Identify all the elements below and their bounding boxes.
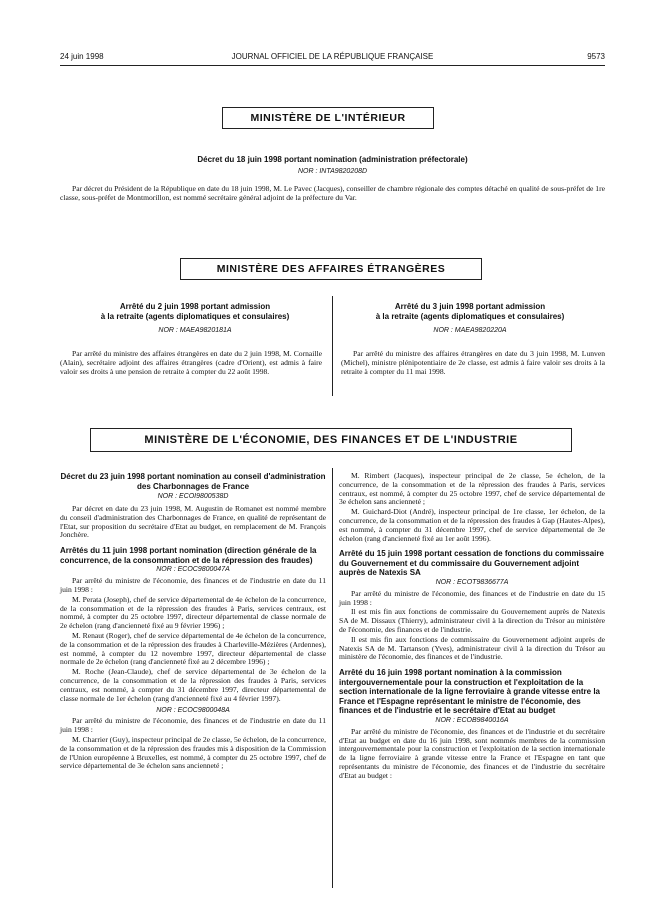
decree-interieur-nor: NOR : INTA9820208D [297, 168, 368, 175]
arrete-affaires-right-text: Par arrêté du ministre des affaires étrangères en date du 3 juin 1998, M. Lunven (Michel), ministre plénipotentiaire de 2e classe, est admis à faire valoir ses droits à la retraite à compter du 11 mai 1998. [341, 349, 605, 376]
ministry-economie-box [90, 428, 572, 452]
natexis-para-1: Par arrêté du ministre de l'économie, des finances et de l'industrie en date du 15 juin 1998 : [339, 588, 605, 607]
arrete-affaires-left-nor: NOR : MAEA9820181A [158, 327, 232, 334]
arrete-affaires-left-title: Arrêté du 2 juin 1998 portant admission à la retraite (agents diplomatiques et consulaires) [100, 302, 290, 321]
concurrence-para-rimbert: M. Rimbert (Jacques), inspecteur principal de 2e classe, 5e échelon, de la concurrence, de la consommation et de la répression des fraudes à Paris, services centraux, est nommé, à compter du 25 octobre 1997, chef de service départemental de 3e échelon sans ancienneté ; [339, 471, 605, 507]
concurrence-para-roche: M. Roche (Jean-Claude), chef de service départemental de 3e échelon de la concurrence, de la consommation et de la répression des fraudes à Paris, services centraux, est nommé, à compter du 31 décembre 1997, directeur départemental de classe normale de 1er échelon (rang d'ancienneté fixé au 4 février 1997). [60, 667, 326, 703]
ferroviaire-para-1: Par arrêté du ministre de l'économie, des finances et de l'industrie et du secrétaire d'Etat au budget en date du 16 juin 1998, sont nommés membres de la commission intergouvernementale pour la construction et l'exploitation de la section internationale de la ligne ferroviaire à grande vitesse entre la France et l'Espagne en tant que représentants du ministre de l'économie, des finances et de l'industrie du secrétaire d'Etat au budget : [339, 726, 605, 780]
arrete-natexis-title: Arrêté du 15 juin 1998 portant cessation de fonctions du commissaire du Gouvernement et du commissaire du Gouvernement adjoint auprès de Natexis SA [339, 549, 604, 578]
arrete-ferroviaire-nor: NOR : ECOB9840016A [435, 716, 509, 724]
concurrence-para-1: Par arrêté du ministre de l'économie, des finances et de l'industrie en date du 11 juin 1998 : [60, 576, 326, 594]
decree-charbonnages-nor: NOR : ECOI9800538D [157, 493, 229, 500]
decree-charbonnages-title: Décret du 23 juin 1998 portant nomination au conseil d'administration des Charbonnages de France [60, 472, 326, 491]
decree-interieur-title: Décret du 18 juin 1998 portant nomination (administration préfectorale) [197, 155, 468, 164]
arretes-concurrence-nor-1: NOR : ECOC9800047A [156, 566, 230, 574]
concurrence-para-5: Par arrêté du ministre de l'économie, des finances et de l'industrie en date du 11 juin 1998 : [60, 716, 326, 735]
arrete-affaires-left-text: Par arrêté du ministre des affaires étrangères en date du 2 juin 1998, M. Cornaille (Alain), secrétaire adjoint des affaires étrangères (cadre d'Orient), est admis à faire valoir ses droits à une pension de retraite à compter du 22 août 1998. [60, 349, 322, 376]
header-date: 24 juin 1998 [60, 52, 104, 61]
natexis-para-dissaux: Il est mis fin aux fonctions de commissaire du Gouvernement auprès de Natexis SA de M. Dissaux (Thierry), administrateur civil à la direction du Trésor au ministère de l'économie, des finances et de l'industrie. [339, 607, 605, 635]
concurrence-para-charrier: M. Charrier (Guy), inspecteur principal de 2e classe, 5e échelon, de la concurrence, de la consommation et de la répression des fraudes mis à disposition de la Commission de l'Union européenne à Bruxelles, est nommé, à compter du 25 octobre 1997, chef de service départemental de 3e échelon sans ancienneté ; [60, 734, 326, 771]
arrete-natexis-nor: NOR : ECOT9836677A [435, 578, 509, 586]
ministry-affaires-title: MINISTÈRE DES AFFAIRES ÉTRANGÈRES [216, 263, 446, 275]
arrete-ferroviaire-title: Arrêté du 16 juin 1998 portant nomination à la commission intergouvernementale pour la construction et l'exploitation de la section internationale de la ligne ferroviaire à grande vitesse entre la France et l'Espagne représentant le ministre de l'économie, des finances et de l'industrie et le secrétaire d'Etat au budget [339, 668, 600, 716]
concurrence-para-renaut: M. Renaut (Roger), chef de service départemental de 4e échelon de la concurrence, de la consommation et de la répression des fraudes à Charleville-Mézières (Ardennes), est nommé, à compter du 12 novembre 1997, directeur départemental de classe normale de 2e échelon (rang d'ancienneté fixé au 2 décembre 1996) ; [60, 630, 326, 667]
concurrence-para-perata: M. Perata (Joseph), chef de service départemental de 4e échelon de la concurrence, de la consommation et de la répression des fraudes à Paris, services centraux, est nommé, à compter du 25 octobre 1997, directeur départemental de classe normale de 2e échelon (rang d'ancienneté fixé au 9 février 1996) ; [60, 594, 326, 631]
concurrence-para-guichard: M. Guichard-Diot (André), inspecteur principal de 1re classe, 1er échelon, de la concurrence, de la consommation et de la répression des fraudes à Gap (Hautes-Alpes), est nommé, à compter du 31 décembre 1997, chef de service départemental de 3e échelon (rang d'ancienneté fixé au 1er août 1996). [339, 507, 605, 543]
arretes-concurrence-nor-2: NOR : ECOC9800048A [156, 707, 230, 715]
arretes-concurrence-title: Arrêtés du 11 juin 1998 portant nomination (direction générale de la concurrence, de la consommation et de la répression des fraudes) [60, 546, 317, 565]
header-page-number: 9573 [587, 52, 605, 61]
economie-right-column [339, 472, 605, 782]
ministry-economie-title: MINISTÈRE DE L'ÉCONOMIE, DES FINANCES ET DE L'INDUSTRIE [144, 434, 518, 446]
ministry-affaires-box [180, 258, 482, 280]
decree-interieur-text: Par décret du Président de la République en date du 18 juin 1998, M. Le Pavec (Jacques), conseiller de chambre régionale des comptes détaché en qualité de sous-préfet de 1re classe, sous-préfet de Montmorillon, est nommé secrétaire général adjoint de la préfecture du Var. [60, 184, 605, 202]
arrete-affaires-right-title: Arrêté du 3 juin 1998 portant admission à la retraite (agents diplomatiques et consulaires) [375, 302, 565, 321]
page-header [60, 50, 605, 64]
ministry-interieur-title: MINISTÈRE DE L'INTÉRIEUR [250, 112, 406, 124]
column-divider-economie [332, 468, 333, 888]
header-rule [60, 65, 605, 66]
column-divider-affaires [332, 296, 333, 396]
ministry-interieur-box [222, 107, 434, 129]
decree-charbonnages-text: Par décret en date du 23 juin 1998, M. Augustin de Romanet est nommé membre du conseil d'administration des Charbonnages de France, en qualité de représentant de l'Etat, sur proposition du secrétaire d'Etat au budget, en remplacement de M. François Jonchère. [60, 504, 326, 540]
economie-left-column [60, 472, 326, 772]
arrete-affaires-right-nor: NOR : MAEA9820220A [433, 327, 507, 334]
natexis-para-tartanson: Il est mis fin aux fonctions de commissaire du Gouvernement adjoint auprès de Natexis SA de M. Tartanson (Yves), administrateur civil à la direction du Trésor au ministère de l'économie, des finances et de l'industrie. [339, 634, 605, 662]
header-journal-title: JOURNAL OFFICIEL DE LA RÉPUBLIQUE FRANÇAISE [231, 52, 434, 61]
